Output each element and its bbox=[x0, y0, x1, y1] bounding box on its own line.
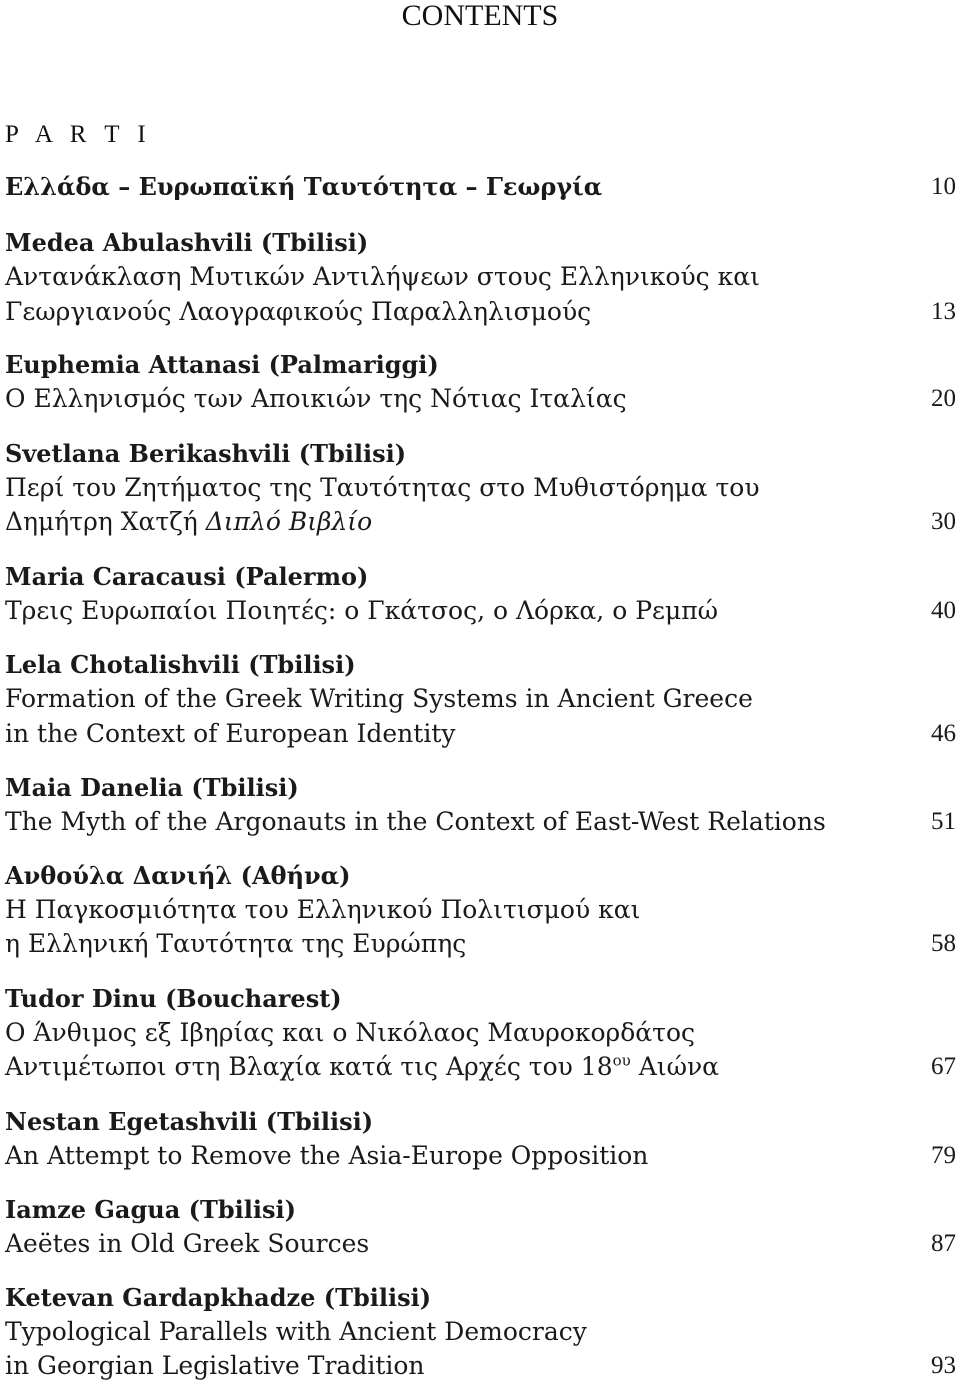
toc-entry-danelia[interactable] bbox=[5, 805, 956, 839]
author-name: Tudor Dinu (Boucharest) bbox=[5, 984, 342, 1013]
entry-title: Αντανάκλαση Μυτικών Αντιλήψεων στους Ελληνικούς και bbox=[5, 262, 760, 291]
entry-title: Formation of the Greek Writing Systems in Ancient Greece bbox=[5, 684, 753, 713]
section-title: Ελλάδα – Ευρωπαϊκή Ταυτότητα – Γεωργία bbox=[5, 172, 603, 201]
toc-author-egetashvili bbox=[5, 1105, 956, 1139]
entry-title-plain: Δημήτρη Χατζή bbox=[5, 507, 206, 536]
entry-title: Τρεις Ευρωπαίοι Ποιητές: ο Γκάτσος, ο Λόρκα, ο Ρεμπώ bbox=[5, 596, 719, 625]
entry-title bbox=[5, 505, 372, 539]
toc-author-caracausi bbox=[5, 560, 956, 594]
author-name: Nestan Egetashvili (Tbilisi) bbox=[5, 1107, 374, 1136]
toc-entry-egetashvili[interactable] bbox=[5, 1139, 956, 1173]
toc-title-line bbox=[5, 682, 956, 716]
toc-entry-berikashvili[interactable] bbox=[5, 505, 956, 539]
toc-title-line bbox=[5, 1016, 956, 1050]
author-name: Iamze Gagua (Tbilisi) bbox=[5, 1195, 296, 1224]
toc-author-danelia bbox=[5, 771, 956, 805]
entry-title: Περί του Ζητήματος της Ταυτότητας στο Μυθιστόρημα του bbox=[5, 473, 760, 502]
entry-title bbox=[5, 1050, 719, 1084]
entry-title: Η Παγκοσμιότητα του Ελληνικού Πολιτισμού και bbox=[5, 895, 641, 924]
toc-title-line bbox=[5, 471, 956, 505]
author-name: Maria Caracausi (Palermo) bbox=[5, 562, 369, 591]
entry-title: in Georgian Legislative Tradition bbox=[5, 1351, 425, 1380]
book-title-italic: Διπλό Βιβλίο bbox=[205, 507, 373, 536]
toc-title-line bbox=[5, 260, 956, 294]
author-name: Svetlana Berikashvili (Tbilisi) bbox=[5, 439, 407, 468]
entry-title: The Myth of the Argonauts in the Context of East-West Relations bbox=[5, 807, 826, 836]
toc-entry-gardapkhadze[interactable] bbox=[5, 1349, 956, 1383]
page-number: 87 bbox=[931, 1230, 956, 1257]
entry-title: Aeëtes in Old Greek Sources bbox=[5, 1229, 370, 1258]
entry-title: η Ελληνική Ταυτότητα της Ευρώπης bbox=[5, 929, 467, 958]
author-name: Euphemia Attanasi (Palmariggi) bbox=[5, 350, 439, 379]
part-heading: P A R T I bbox=[5, 121, 152, 148]
author-name: Ανθούλα Δανιήλ (Αθήνα) bbox=[5, 861, 351, 890]
author-name: Ketevan Gardapkhadze (Tbilisi) bbox=[5, 1283, 432, 1312]
page-number: 40 bbox=[931, 597, 956, 624]
entry-title: Γεωργιανούς Λαογραφικούς Παραλληλισμούς bbox=[5, 297, 592, 326]
page-number: 67 bbox=[931, 1053, 956, 1080]
ordinal-superscript: ου bbox=[612, 1051, 631, 1070]
page-number: 51 bbox=[931, 808, 956, 835]
entry-title-post: Αιώνα bbox=[630, 1052, 720, 1081]
toc-author-dinu bbox=[5, 982, 956, 1016]
toc-author-chotalishvili bbox=[5, 648, 956, 682]
author-name: Lela Chotalishvili (Tbilisi) bbox=[5, 650, 356, 679]
toc-entry-abulashvili[interactable] bbox=[5, 295, 956, 329]
author-name: Medea Abulashvili (Tbilisi) bbox=[5, 228, 369, 257]
page-number: 79 bbox=[931, 1142, 956, 1169]
entry-title: Ο Ελληνισμός των Αποικιών της Νότιας Ιταλίας bbox=[5, 384, 627, 413]
toc-author-gardapkhadze bbox=[5, 1281, 956, 1315]
toc-author-berikashvili bbox=[5, 437, 956, 471]
page-number: 10 bbox=[931, 173, 956, 200]
toc-entry-attanasi[interactable] bbox=[5, 382, 956, 416]
page-title: CONTENTS bbox=[401, 0, 559, 32]
page-number: 30 bbox=[931, 508, 956, 535]
page-number: 20 bbox=[931, 385, 956, 412]
toc-entry-dinu[interactable] bbox=[5, 1050, 956, 1084]
toc-entry-gagua[interactable] bbox=[5, 1227, 956, 1261]
toc-entry-daniil[interactable] bbox=[5, 927, 956, 961]
toc-title-line bbox=[5, 1315, 956, 1349]
toc-entry-greece-identity[interactable] bbox=[5, 170, 956, 204]
toc-entry-chotalishvili[interactable] bbox=[5, 717, 956, 751]
entry-title-pre: Αντιμέτωποι στη Βλαχία κατά τις Αρχές του 18 bbox=[5, 1052, 613, 1081]
author-name: Maia Danelia (Tbilisi) bbox=[5, 773, 299, 802]
toc-author-attanasi bbox=[5, 348, 956, 382]
entry-title: Ο Άνθιμος εξ Ιβηρίας και ο Νικόλαος Μαυροκορδάτος bbox=[5, 1018, 696, 1047]
page-number: 13 bbox=[931, 298, 956, 325]
entry-title: in the Context of European Identity bbox=[5, 719, 456, 748]
page-number: 46 bbox=[931, 720, 956, 747]
toc-entry-caracausi[interactable] bbox=[5, 594, 956, 628]
entry-title: Typological Parallels with Ancient Democracy bbox=[5, 1317, 587, 1346]
page-number: 93 bbox=[931, 1352, 956, 1379]
toc-author-abulashvili bbox=[5, 226, 956, 260]
toc-author-daniil bbox=[5, 859, 956, 893]
toc-title-line bbox=[5, 893, 956, 927]
page-number: 58 bbox=[931, 930, 956, 957]
toc-author-gagua bbox=[5, 1193, 956, 1227]
entry-title: An Attempt to Remove the Asia-Europe Opposition bbox=[5, 1141, 649, 1170]
